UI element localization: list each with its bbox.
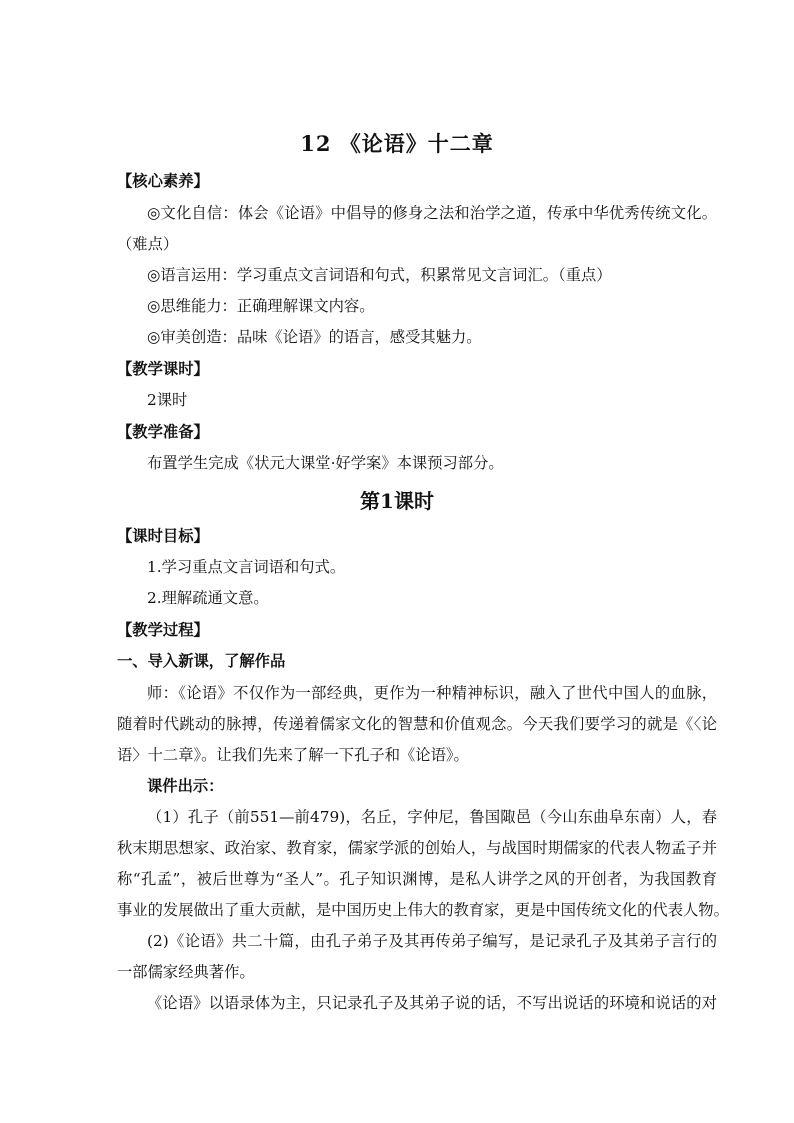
core-literacy-item-2: ◎语言运用：学习重点文言词语和句式，积累常见文言词汇。（重点） — [147, 266, 612, 284]
step-1-heading: 一、导入新课，了解作品 — [117, 652, 286, 670]
teaching-process-heading: 【教学过程】 — [117, 621, 209, 639]
intro-paragraph-line-2: 随着时代跳动的脉搏，传递着儒家文化的智慧和价值观念。今天我们要学习的就是《〈论 — [117, 715, 717, 733]
class-hours-value: 2课时 — [147, 391, 188, 409]
lesson-goal-2: 2.理解疏通文意。 — [147, 589, 269, 607]
class-hours-heading: 【教学课时】 — [117, 360, 209, 378]
paragraph-2-line-1: (2)《论语》共二十篇，由孔子弟子及其再传弟子编写，是记录孔子及其弟子言行的 — [147, 932, 717, 950]
core-literacy-heading: 【核心素养】 — [117, 172, 209, 190]
lesson-1-title: 第1课时 — [360, 489, 434, 513]
intro-paragraph-line-1: 师：《论语》不仅作为一部经典，更作为一种精神标识，融入了世代中国人的血脉， — [147, 684, 717, 702]
paragraph-1-line-2: 秋末期思想家、政治家、教育家，儒家学派的创始人，与战国时期儒家的代表人物孟子并 — [117, 839, 717, 857]
core-literacy-item-1-cont: （难点） — [117, 235, 179, 253]
preparation-heading: 【教学准备】 — [117, 423, 209, 441]
paragraph-3-line-1: 《论语》以语录体为主，只记录孔子及其弟子说的话，不写出说话的环境和说话的对 — [147, 994, 717, 1012]
paragraph-1-line-1: （1）孔子（前551—前479)，名丘，字仲尼，鲁国陬邑（今山东曲阜东南）人，春 — [147, 808, 717, 826]
lesson-goal-1: 1.学习重点文言词语和句式。 — [147, 558, 346, 576]
core-literacy-item-4: ◎审美创造：品味《论语》的语言，感受其魅力。 — [147, 328, 482, 346]
courseware-label: 课件出示： — [147, 777, 224, 795]
intro-paragraph-line-3: 语〉十二章》。让我们先来了解一下孔子和《论语》。 — [117, 746, 469, 764]
paragraph-1-line-3: 称“孔孟”，被后世尊为“圣人”。孔子知识渊博，是私人讲学之风的开创者，为我国教育 — [117, 870, 717, 888]
paragraph-2-line-2: 一部儒家经典著作。 — [117, 963, 255, 981]
core-literacy-item-1: ◎文化自信：体会《论语》中倡导的修身之法和治学之道，传承中华优秀传统文化。 — [147, 204, 717, 222]
core-literacy-item-3: ◎思维能力：正确理解课文内容。 — [147, 297, 375, 315]
lesson-goals-heading: 【课时目标】 — [117, 527, 209, 545]
preparation-text: 布置学生完成《状元大课堂·好学案》本课预习部分。 — [147, 454, 504, 472]
paragraph-1-line-4: 事业的发展做出了重大贡献，是中国历史上伟大的教育家，更是中国传统文化的代表人物。 — [117, 901, 729, 919]
document-title: 12 《论语》十二章 — [300, 131, 494, 156]
